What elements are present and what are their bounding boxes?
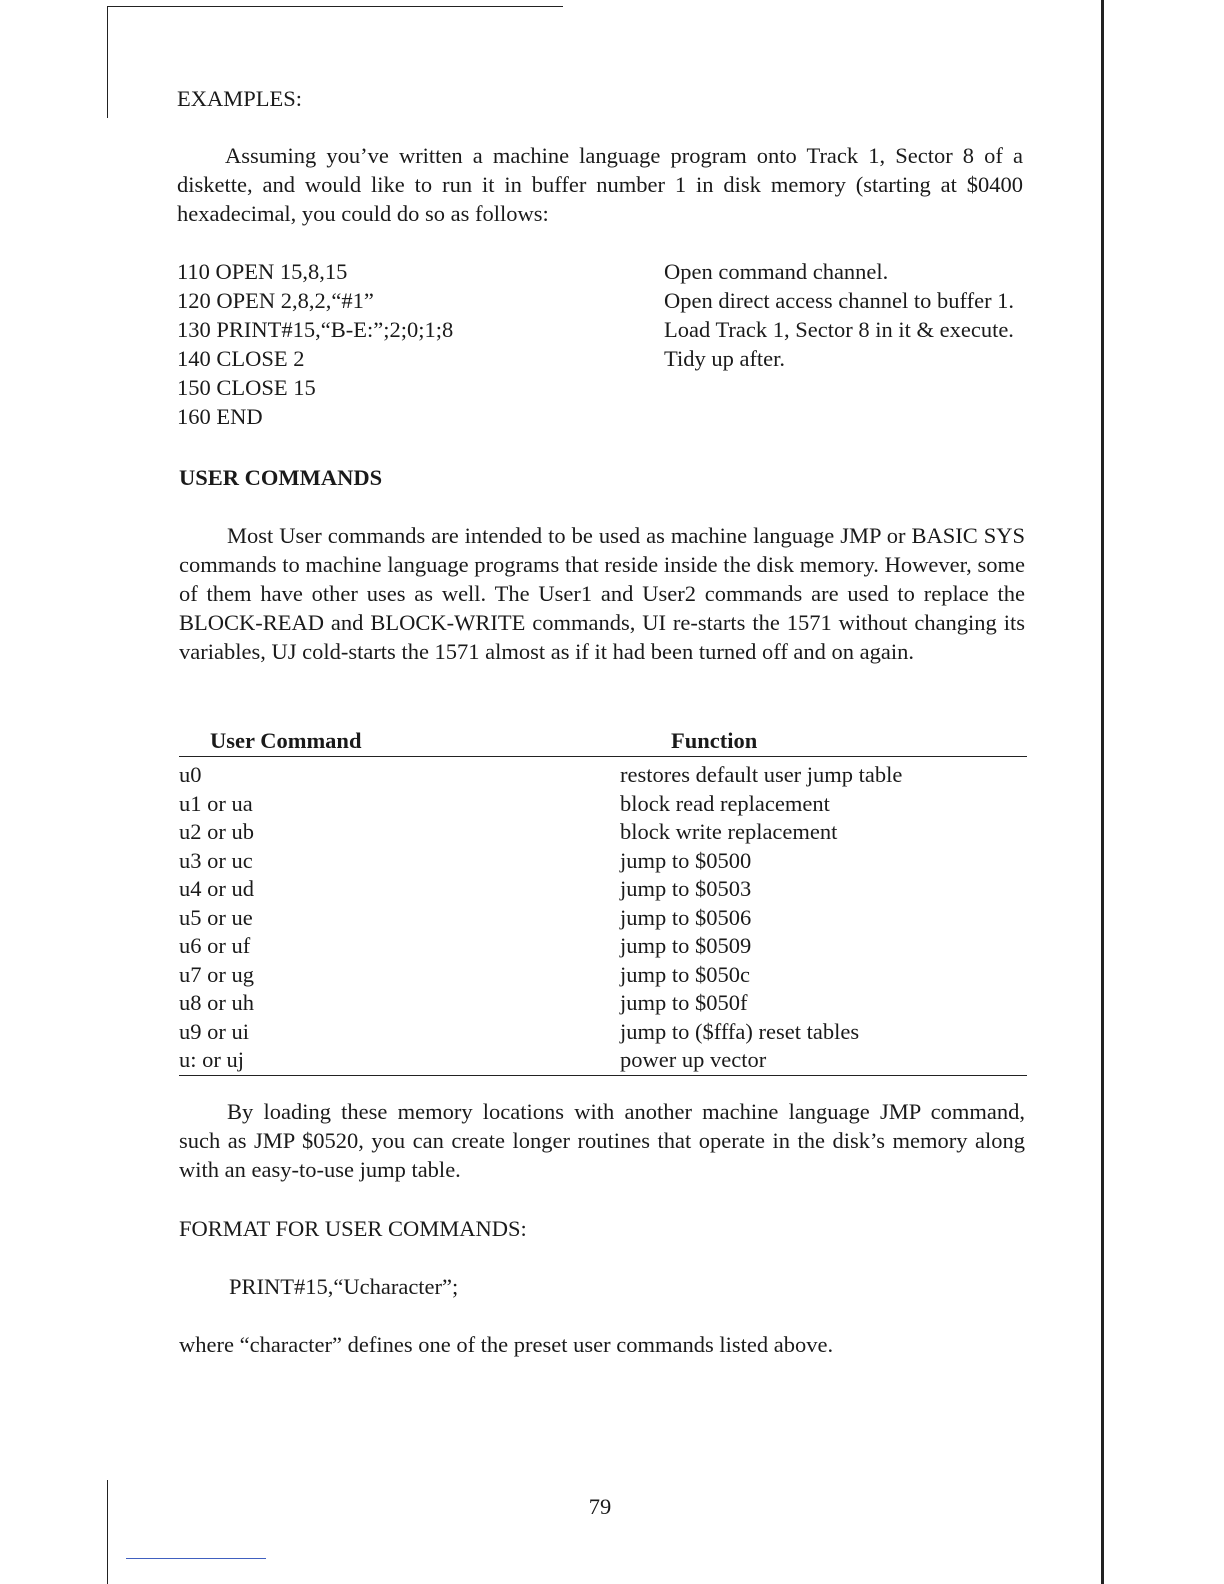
command-cell: u6 or uf xyxy=(179,933,251,958)
command-cell: u1 or ua xyxy=(179,790,253,816)
function-cell: jump to $0503 xyxy=(620,876,752,901)
table-row xyxy=(179,989,1027,1018)
user-commands-paragraph: Most User commands are intended to be used as machine language JMP or BASIC SYS commands to machine language programs that reside inside the disk memory. However, some of them have other uses as well. The User1 and User2 commands are used to replace the BLOCK-READ and BLOCK-WRITE commands, UI re-starts the 1571 without changing its variables, UJ cold-starts the 1571 almost as if it had been turned off and on again. xyxy=(179,523,1025,664)
code-line: 150 CLOSE 15 xyxy=(177,375,316,400)
loading-paragraph: By loading these memory locations with another machine language JMP command, such as JMP $0520, you can create longer routines that operate in the disk’s memory along with an easy-to-use jump table. xyxy=(179,1099,1025,1182)
function-cell: jump to ($fffa) reset tables xyxy=(620,1018,860,1044)
table-row xyxy=(179,818,1027,847)
table-row xyxy=(179,961,1027,990)
format-syntax: PRINT#15,“Ucharacter”; xyxy=(229,1274,459,1299)
scan-border-right xyxy=(1101,0,1104,1584)
scan-border-top xyxy=(108,6,563,7)
function-cell: power up vector xyxy=(590,1046,1027,1075)
command-cell: u3 or uc xyxy=(179,847,253,873)
table-row xyxy=(179,790,1027,819)
user-commands-table xyxy=(179,722,1027,1076)
intro-paragraph: Assuming you’ve written a machine language program onto Track 1, Sector 8 of a diskette, and would like to run it in buffer number 1 in disk memory (starting at $0400 hexadecimal, you could do so as follows: xyxy=(177,143,1023,226)
code-notes xyxy=(664,257,1014,373)
format-heading: FORMAT FOR USER COMMANDS: xyxy=(179,1216,527,1241)
command-cell: u5 or ue xyxy=(179,904,253,930)
scan-border-left xyxy=(107,6,108,118)
function-cell: restores default user jump table xyxy=(620,762,903,787)
function-cell: jump to $050c xyxy=(620,961,750,987)
function-cell: block write replacement xyxy=(620,819,838,844)
function-cell: jump to $050f xyxy=(620,990,748,1015)
column-header-function: Function xyxy=(590,722,1027,757)
function-cell: jump to $0500 xyxy=(620,847,752,873)
function-cell: jump to $0506 xyxy=(620,904,752,930)
code-listing xyxy=(177,257,453,431)
page-number: 79 xyxy=(588,1494,612,1519)
code-note: Tidy up after. xyxy=(664,346,786,371)
command-cell: u9 or ui xyxy=(179,1018,249,1044)
table-row xyxy=(179,1046,1027,1075)
command-cell: u4 or ud xyxy=(179,876,254,901)
code-line: 140 CLOSE 2 xyxy=(177,346,305,371)
command-cell: u8 or uh xyxy=(179,990,254,1015)
code-line: 120 OPEN 2,8,2,“#1” xyxy=(177,288,374,313)
table-row xyxy=(179,932,1027,961)
user-commands-heading: USER COMMANDS xyxy=(179,465,383,490)
table-row xyxy=(179,904,1027,933)
command-cell: u7 or ug xyxy=(179,961,254,987)
format-where: where “character” defines one of the preset user commands listed above. xyxy=(179,1332,834,1357)
command-cell: u2 or ub xyxy=(179,819,254,844)
table-row xyxy=(179,757,1027,790)
table-row xyxy=(179,847,1027,876)
code-note: Open command channel. xyxy=(664,259,889,284)
scan-border-bottom xyxy=(126,1558,266,1559)
function-cell: block read replacement xyxy=(620,790,830,816)
code-note: Open direct access channel to buffer 1. xyxy=(664,288,1015,313)
table-row xyxy=(179,875,1027,904)
column-header-user-command: User Command xyxy=(179,722,590,757)
command-cell: u0 xyxy=(179,762,202,787)
code-line: 110 OPEN 15,8,15 xyxy=(177,259,348,284)
table-header-row xyxy=(179,722,1027,757)
command-cell: u: or uj xyxy=(179,1046,590,1075)
table-row xyxy=(179,1018,1027,1047)
code-line: 130 PRINT#15,“B-E:”;2;0;1;8 xyxy=(177,317,454,342)
function-cell: jump to $0509 xyxy=(620,933,752,958)
code-note: Load Track 1, Sector 8 in it & execute. xyxy=(664,317,1014,342)
code-line: 160 END xyxy=(177,404,263,429)
examples-heading: EXAMPLES: xyxy=(177,86,303,111)
